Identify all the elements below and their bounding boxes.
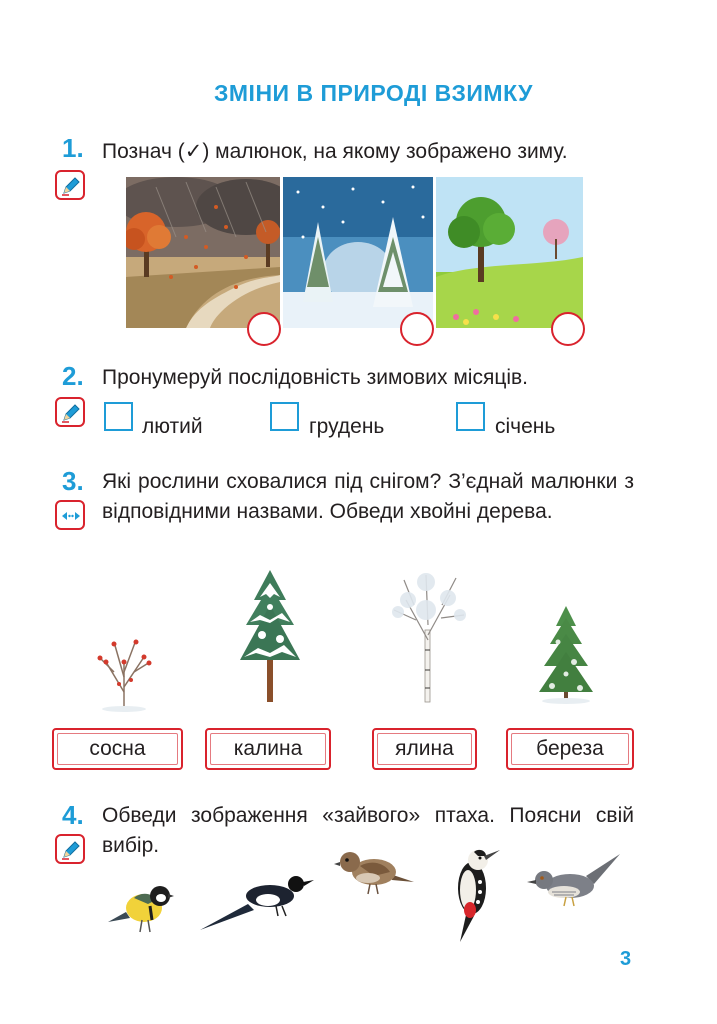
pencil-icon bbox=[60, 402, 82, 424]
connect-arrows-icon bbox=[60, 505, 82, 527]
task-2-number: 2. bbox=[62, 361, 84, 391]
name-label-pine: сосна bbox=[89, 737, 146, 760]
month-number-box-2[interactable] bbox=[270, 402, 299, 431]
name-label-birch: береза bbox=[536, 737, 604, 760]
page-title: ЗМІНИ В ПРИРОДІ ВЗИМКУ bbox=[213, 80, 533, 106]
autumn-storm-picture bbox=[126, 177, 280, 328]
task-3-number: 3. bbox=[62, 466, 84, 496]
magpie-picture bbox=[198, 866, 318, 932]
month-number-box-3[interactable] bbox=[456, 402, 485, 431]
name-box-spruce[interactable] bbox=[372, 728, 477, 770]
name-box-birch[interactable] bbox=[506, 728, 634, 770]
task-3-text: Які рослини сховалися під снігом? З’єднай малюнки з відповідними назвами. Обведи хвойні дерева. bbox=[102, 470, 634, 523]
name-label-viburnum: калина bbox=[233, 737, 303, 760]
spring-tree-picture bbox=[436, 177, 583, 328]
pencil-icon bbox=[60, 839, 82, 861]
answer-circle-3[interactable] bbox=[551, 312, 585, 346]
cuckoo-picture bbox=[524, 852, 622, 912]
name-box-viburnum[interactable] bbox=[205, 728, 331, 770]
task-2-text: Пронумеруй послідовність зимових місяців. bbox=[102, 366, 529, 389]
month-label-1: лютий bbox=[142, 415, 203, 438]
birch-tree-picture bbox=[386, 570, 470, 704]
viburnum-bush-picture bbox=[94, 632, 154, 712]
pencil-icon bbox=[60, 175, 82, 197]
answer-circle-2[interactable] bbox=[400, 312, 434, 346]
sparrow-picture bbox=[330, 844, 416, 900]
task-1-badge bbox=[55, 170, 85, 200]
task-4-badge bbox=[55, 834, 85, 864]
spruce-tree-picture bbox=[538, 604, 594, 704]
winter-snow-picture bbox=[283, 177, 433, 328]
page-number: 3 bbox=[620, 948, 632, 970]
name-box-pine[interactable] bbox=[52, 728, 183, 770]
woodpecker-picture bbox=[440, 846, 504, 944]
month-label-2: грудень bbox=[309, 415, 385, 438]
answer-circle-1[interactable] bbox=[247, 312, 281, 346]
name-label-spruce: ялина bbox=[395, 737, 454, 760]
month-number-box-1[interactable] bbox=[104, 402, 133, 431]
task-4-number: 4. bbox=[62, 800, 84, 830]
month-label-3: січень bbox=[495, 415, 556, 438]
task-4-text: Обведи зображення «зайвого» птаха. Поясни свій вибір. bbox=[102, 804, 634, 857]
task-1-number: 1. bbox=[62, 133, 84, 163]
task-2-badge bbox=[55, 397, 85, 427]
pine-tree-picture bbox=[236, 565, 304, 705]
task-1-text: Познач (✓) малюнок, на якому зображено зиму. bbox=[102, 140, 568, 163]
great-tit-picture bbox=[104, 878, 176, 934]
task-3-badge bbox=[55, 500, 85, 530]
